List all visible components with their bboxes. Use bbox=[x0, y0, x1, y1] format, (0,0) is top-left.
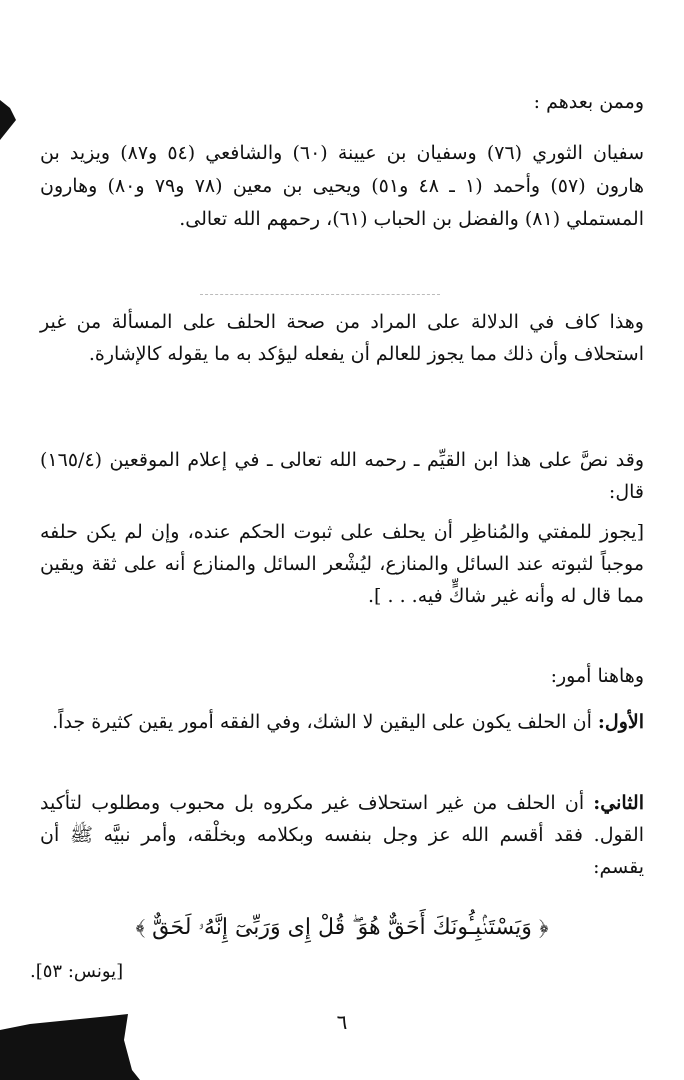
paragraph-point-first bbox=[40, 706, 644, 738]
scan-artifact-top bbox=[0, 100, 16, 140]
quran-verse: ﴿ وَيَسْتَنۢبِـُٔونَكَ أَحَقٌّ هُوَ ۖ قُلْ إِى وَرَبِّىٓ إِنَّهُۥ لَحَقٌّ ﴾ bbox=[135, 915, 549, 940]
verse-reference: [يونس: ٥٣]. bbox=[30, 961, 124, 982]
point-first-text: أن الحلف يكون على اليقين لا الشك، وفي الفقه أمور يقين كثيرة جداً. bbox=[52, 711, 598, 733]
paragraph-quotation: [يجوز للمفتي والمُناظِر أن يحلف على ثبوت الحكم عنده، وإن لم يكن حلفه موجباً لثبوته عند السائل والمنازع، ليُشْعر السائل والمنازع أنه على ثقة ويقين مما قال له وأنه غير شاكٍّ فيه. . . ]. bbox=[40, 521, 644, 607]
point-first-label: الأول: bbox=[597, 711, 644, 733]
scan-artifact-bottom bbox=[0, 1010, 140, 1080]
paragraph-sufficient-evidence: وهذا كاف في الدلالة على المراد من صحة الحلف على المسألة من غير استحلاف وأن ذلك مما يجوز للعالم أن يفعله ليؤكد به ما يقوله كالإشارة. bbox=[40, 311, 644, 365]
section-heading-matters: وهاهنا أمور: bbox=[550, 665, 644, 687]
paragraph-ibn-qayyim-intro: وقد نصَّ على هذا ابن القيِّم ـ رحمه الله تعالى ـ في إعلام الموقعين (١٦٥/٤) قال: bbox=[40, 449, 644, 503]
paragraph-point-second bbox=[40, 787, 644, 883]
point-second-text: أن الحلف من غير استحلاف غير مكروه بل محبوب ومطلوب لتأكيد القول. فقد أقسم الله عز وجل بنفسه وبكلامه وبخلْقه، وأمر نبيَّه ﷺ أن يقسم: bbox=[40, 792, 644, 878]
paragraph-narrators-list: سفيان الثوري (٧٦) وسفيان بن عيينة (٦٠) والشافعي (٥٤ و٨٧) ويزيد بن هارون (٥٧) وأحمد (١ ـ ٤٨ و٥١) ويحيى بن معين (٧٨ و٧٩ و٨٠) وهارون المستملي (٨١) والفضل بن الحباب (٦١)، رحمهم الله تعالى. bbox=[40, 142, 645, 230]
scan-faint-line bbox=[200, 294, 440, 297]
section-heading-after-them: وممن بعدهم : bbox=[533, 91, 644, 113]
page-number: ٦ bbox=[336, 1010, 348, 1034]
point-second-label: الثاني: bbox=[593, 792, 644, 814]
